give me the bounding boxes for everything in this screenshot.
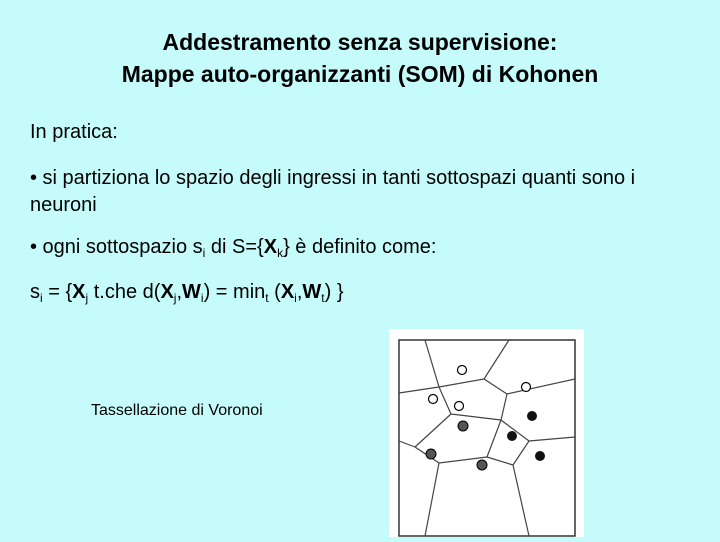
formula-sub-j1: j (85, 291, 89, 305)
title-line-1: Addestramento senza supervisione: (162, 29, 558, 55)
voronoi-svg (389, 329, 584, 537)
formula-sub-t2: t (321, 291, 325, 305)
formula-comma2: , (296, 281, 303, 303)
formula-x3: X (280, 281, 295, 303)
filled-site (458, 421, 468, 431)
formula-sub-i3: i (294, 291, 297, 305)
formula-mid: ) = min (203, 281, 266, 303)
filled-site (507, 431, 517, 441)
voronoi-diagram (389, 329, 584, 537)
formula-tche: t.che d( (88, 281, 161, 303)
slide-title (0, 26, 720, 90)
intro-text: In pratica: (30, 121, 118, 143)
bullet2-text-a: • ogni sottospazio s (30, 236, 203, 258)
figure-caption: Tassellazione di Voronoi (91, 402, 263, 419)
bullet2-x: X (263, 236, 278, 258)
filled-site (477, 460, 487, 470)
title-line-2: Mappe auto-organizzanti (SOM) di Kohonen (121, 61, 599, 87)
formula-sub-t: t (265, 291, 269, 305)
open-site (458, 366, 467, 375)
formula-close: ) } (324, 281, 344, 303)
bullet2-sub-k: k (277, 246, 284, 260)
formula-w2: W (302, 281, 322, 303)
formula-w1: W (182, 281, 201, 303)
formula-open: ( (268, 281, 281, 303)
bullet2-text-b: di S={ (205, 236, 264, 258)
open-site (455, 402, 464, 411)
bullet2-text-c: } è definito come: (283, 236, 437, 258)
formula-eq: = { (42, 281, 73, 303)
formula-sub-i: i (40, 291, 43, 305)
open-site (522, 383, 531, 392)
formula-s: s (30, 281, 40, 303)
filled-site (426, 449, 436, 459)
bullet-subspace-definition (30, 236, 437, 260)
bullet2-sub-i: i (202, 246, 206, 260)
filled-site (535, 451, 545, 461)
bullet-partition: • si partiziona lo spazio degli ingressi in tanti sottospazi quanti sono i neuroni (30, 167, 636, 216)
formula-x1: X (72, 281, 86, 303)
voronoi-formula (30, 281, 344, 305)
formula-sub-i2: i (200, 291, 204, 305)
formula-sub-j2: j (173, 291, 177, 305)
open-site (429, 395, 438, 404)
formula-x2: X (160, 281, 174, 303)
filled-site (527, 411, 537, 421)
formula-comma1: , (176, 281, 183, 303)
